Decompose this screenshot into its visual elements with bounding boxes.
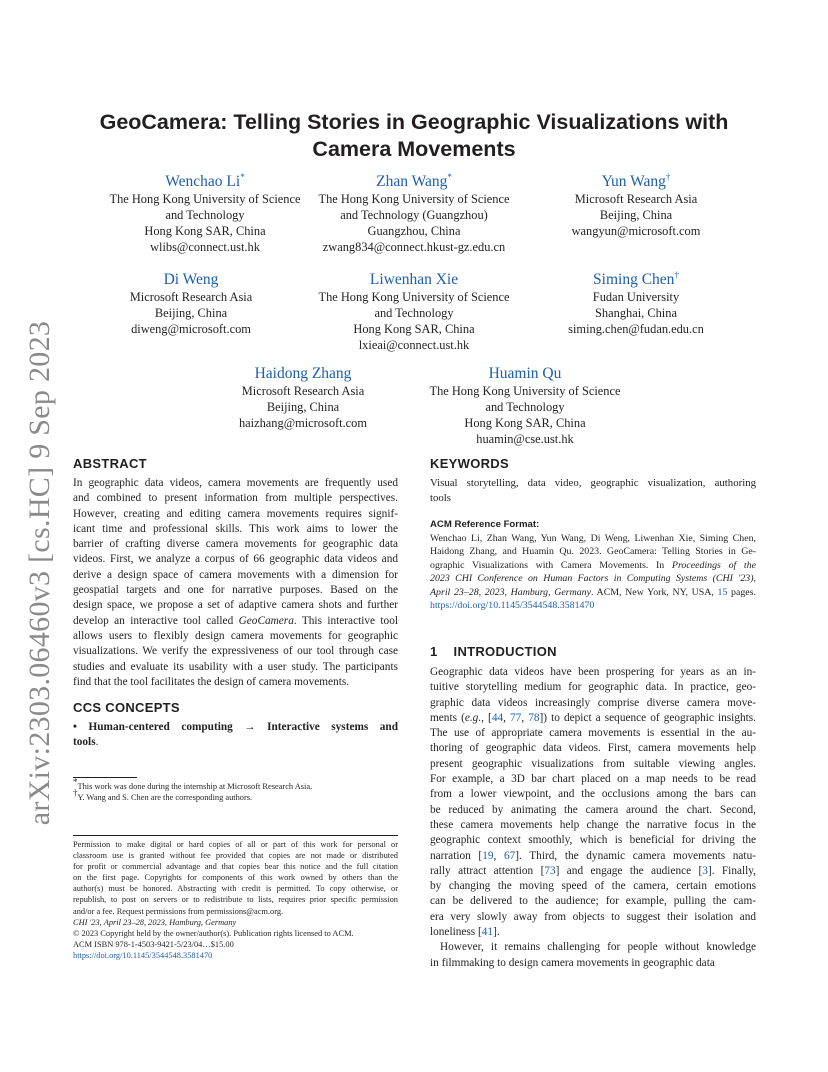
intro-body — [430, 665, 756, 971]
abstract-line: visualizations. We verify the expressiveness of our tool through case — [73, 645, 398, 658]
abstract-line: studies and evaluate its usability with a user study. The participants — [73, 660, 398, 673]
intro-line: narration [19, 67]. Third, the dynamic camera movements natu- — [430, 849, 756, 862]
citation-link[interactable]: 41 — [481, 926, 494, 939]
abstract-line: In geographic data videos, camera movements are frequently used — [73, 477, 398, 489]
intro-line: present geographic visualizations from suitable viewing angles. — [430, 757, 756, 770]
intro-line: geographic context smoothly, which is beneficial for driving the — [430, 834, 756, 847]
citation-link[interactable]: 77 — [510, 711, 522, 724]
citation-link[interactable]: 78 — [528, 711, 540, 724]
author-location: Beijing, China — [154, 306, 228, 320]
tool-name: GeoCamera — [238, 614, 294, 627]
permission-line: Permission to make digital or hard copies of all or part of this work for personal or — [73, 840, 398, 849]
abstract-line: videos. First, we analyze a corpus of 66 geographic data videos and — [73, 553, 398, 566]
author-location: Beijing, China — [599, 208, 673, 222]
author-block-8 — [400, 364, 650, 447]
author-location: Guangzhou, China — [367, 224, 461, 238]
intro-line: be reduced by animating the camera around the chart. Second, — [430, 803, 756, 816]
intro-line: in filmmaking to design camera movements in geographic data — [430, 956, 715, 969]
intro-line: rally attract attention [73] and engage the audience [3]. Finally, — [430, 864, 756, 877]
author-block-4 — [66, 270, 316, 337]
abstract-line: allows users to flexibly design camera movements for geographic — [73, 629, 398, 642]
citation-link[interactable]: 67 — [503, 849, 516, 862]
pages-link[interactable]: 15 — [717, 586, 728, 598]
author-block-7 — [178, 364, 428, 431]
acm-reference-section — [430, 519, 756, 612]
intro-line: The use of appropriate camera movements is essential in the au- — [430, 727, 756, 740]
author-location: Shanghai, China — [595, 306, 677, 320]
paper-title — [60, 109, 768, 163]
footnote: †Y. Wang and S. Chen are the corresponding authors. — [73, 788, 253, 803]
isbn-line: ACM ISBN 978-1-4503-9421-5/23/04…$15.00 — [73, 939, 234, 949]
copyright-line: © 2023 Copyright held by the owner/author(s). Publication rights licensed to ACM. — [73, 928, 354, 938]
intro-line: loneliness [41]. — [430, 926, 500, 939]
author-name: Siming Chen† — [593, 269, 679, 288]
abstract-line: barrier of crafting diverse camera movements for geographic data — [73, 538, 398, 551]
author-email[interactable]: haizhang@microsoft.com — [238, 416, 368, 430]
intro-line: Geographic data videos have been prospering for years as an in- — [430, 666, 756, 678]
author-name: Wenchao Li* — [165, 171, 245, 190]
italic-text: e.g. — [464, 711, 482, 724]
author-affiliation: Microsoft Research Asia — [241, 384, 365, 398]
author-email[interactable]: zwang834@connect.hkust-gz.edu.cn — [322, 240, 506, 254]
author-email[interactable]: siming.chen@fudan.edu.cn — [568, 322, 704, 336]
abstract-line: geospatial targets and one for narrative purposes. Based on the — [73, 584, 398, 597]
author-affiliation: and Technology — [374, 306, 454, 320]
acm-reference-heading: ACM Reference Format: — [430, 519, 540, 530]
intro-line: graphic data videos increasingly comprise diverse camera move- — [430, 696, 756, 709]
abstract-body — [73, 476, 398, 690]
arxiv-sidebar — [23, 293, 57, 853]
acm-doi-link[interactable]: https://doi.org/10.1145/3544548.3581470 — [430, 600, 595, 612]
author-affiliation: The Hong Kong University of Science — [109, 192, 301, 206]
title-line-1: GeoCamera: Telling Stories in Geographic Visualizations with — [99, 110, 729, 134]
author-affiliation: The Hong Kong University of Science — [318, 290, 510, 304]
citation-link[interactable]: 19 — [482, 849, 494, 862]
author-name: Di Weng — [163, 271, 219, 288]
author-email[interactable]: diweng@microsoft.com — [131, 322, 251, 336]
author-name: Zhan Wang* — [376, 171, 452, 190]
ccs-section — [73, 700, 398, 751]
intro-line: For example, a 3D bar chart placed on a map needs to be read — [430, 773, 756, 786]
keywords-section — [430, 456, 756, 507]
abstract-line: develop an interactive tool called GeoCamera. This interactive tool — [73, 614, 398, 627]
author-name: Huamin Qu — [488, 365, 562, 382]
abstract-line: find that the tool facilitates the design of camera movements. — [73, 675, 350, 688]
citation-link[interactable]: 3 — [702, 864, 708, 877]
author-location: Hong Kong SAR, China — [464, 416, 586, 430]
author-affiliation: Fudan University — [592, 290, 680, 304]
abstract-heading: ABSTRACT — [73, 456, 147, 471]
permission-rule — [73, 835, 398, 836]
abstract-line: However, creating and editing camera movements requires signif- — [73, 507, 398, 520]
abstract-line: design space, we propose a set of adaptive camera shots and further — [73, 599, 398, 612]
ccs-line: tools. — [73, 736, 99, 749]
author-name: Liwenhan Xie — [369, 271, 459, 288]
intro-line: era very slowly away from objects to suggest their isolation and — [430, 910, 756, 923]
author-name: Haidong Zhang — [254, 365, 352, 382]
permission-block — [73, 839, 398, 961]
intro-heading: 1 INTRODUCTION — [430, 644, 557, 659]
author-location: Hong Kong SAR, China — [144, 224, 266, 238]
citation-link[interactable]: 73 — [544, 864, 556, 877]
abstract-line: icant time and professional skills. This work aims to lower the — [73, 522, 398, 535]
abstract-section — [73, 456, 398, 690]
keywords-body: Visual storytelling, data video, geographic visualization, authoring tools — [430, 477, 756, 505]
author-email[interactable]: huamin@cse.ust.hk — [476, 432, 574, 446]
ccs-line: • Human-centered computing → Interactive systems and — [73, 721, 398, 733]
keywords-heading: KEYWORDS — [430, 456, 509, 471]
footnotes — [73, 777, 403, 803]
intro-line: can be delivered to the audience; for example, pulling the cam- — [430, 895, 756, 908]
author-affiliation: and Technology (Guangzhou) — [340, 208, 488, 222]
ccs-body — [73, 720, 398, 751]
permission-line: on the first page. Copyrights for components of this work owned by others than the — [73, 873, 398, 883]
intro-line: from a lower viewpoint, and the occlusions among the bars can — [430, 788, 756, 801]
intro-line: these camera movements help change the narrative focus in the — [430, 818, 756, 831]
author-email[interactable]: wlibs@connect.ust.hk — [150, 240, 260, 254]
author-block-6 — [511, 270, 761, 337]
author-name: Yun Wang† — [601, 171, 671, 190]
author-email[interactable]: wangyun@microsoft.com — [571, 224, 701, 238]
abstract-line: and combined to present information from multiple perspectives. — [73, 492, 398, 505]
author-location: Beijing, China — [266, 400, 340, 414]
intro-line: ments (e.g., [44, 77, 78]) to depict a sequence of geographic insights. — [430, 711, 756, 724]
author-location: Hong Kong SAR, China — [353, 322, 475, 336]
conference-info: CHI '23, April 23–28, 2023, Hamburg, Germany — [73, 917, 237, 927]
acm-reference-body: Wenchao Li, Zhan Wang, Yun Wang, Di Weng, Liwenhan Xie, Siming Chen, Haidong Zhang, and Huamin Qu. 2023. GeoCamera: Telling Stories in Ge- ographic Visualizations with Camera Movements. In Proceedings of the 2023 CHI Conference on Human Factors in Computing Systems (CHI '23), April 23–28, 2023, Hamburg, Germany. ACM, New York, NY, USA, 15 pages. https://doi.org/10.1145/3544548.3581470 — [430, 533, 756, 612]
ccs-heading: CCS CONCEPTS — [73, 700, 180, 715]
abstract-line: derive a design space of camera movements with a dimension for — [73, 568, 398, 581]
author-block-2 — [289, 172, 539, 255]
author-affiliation: The Hong Kong University of Science — [429, 384, 621, 398]
intro-line: by changing the moving speed of the camera, certain emotions — [430, 880, 756, 893]
intro-line: However, it remains challenging for people without knowledge — [440, 941, 756, 954]
author-affiliation: and Technology — [165, 208, 245, 222]
author-affiliation: Microsoft Research Asia — [129, 290, 253, 304]
author-block-3 — [511, 172, 761, 239]
footnote-rule — [73, 777, 137, 778]
doi-link[interactable]: https://doi.org/10.1145/3544548.3581470 — [73, 950, 213, 960]
intro-line: tuitive storytelling medium for geographic data. In practice, geo- — [430, 681, 756, 694]
author-affiliation: and Technology — [485, 400, 565, 414]
author-email[interactable]: lxieai@connect.ust.hk — [358, 338, 470, 352]
title-line-2: Camera Movements — [312, 137, 516, 161]
permission-line: author(s) must be honored. Abstracting with credit is permitted. To copy otherwise, or — [73, 884, 398, 894]
author-affiliation: The Hong Kong University of Science — [318, 192, 510, 206]
permission-line: and/or a fee. Request permissions from permissions@acm.org. — [73, 906, 284, 916]
author-affiliation: Microsoft Research Asia — [574, 192, 698, 206]
arxiv-identifier: arXiv:2303.06460v3 [cs.HC] 9 Sep 2023 — [23, 320, 56, 826]
intro-line: thoring of geographic data videos. First, camera movements help — [430, 742, 756, 755]
citation-link[interactable]: 44 — [491, 711, 504, 724]
permission-line: for profit or commercial advantage and that copies bear this notice and the full citation — [73, 862, 398, 872]
footnote: *This work was done during the internship at Microsoft Research Asia. — [73, 777, 313, 791]
permission-line: republish, to post on servers or to redistribute to lists, requires prior specific permission — [73, 895, 398, 905]
permission-line: classroom use is granted without fee provided that copies are not made or distributed — [73, 851, 398, 861]
author-block-5 — [289, 270, 539, 353]
